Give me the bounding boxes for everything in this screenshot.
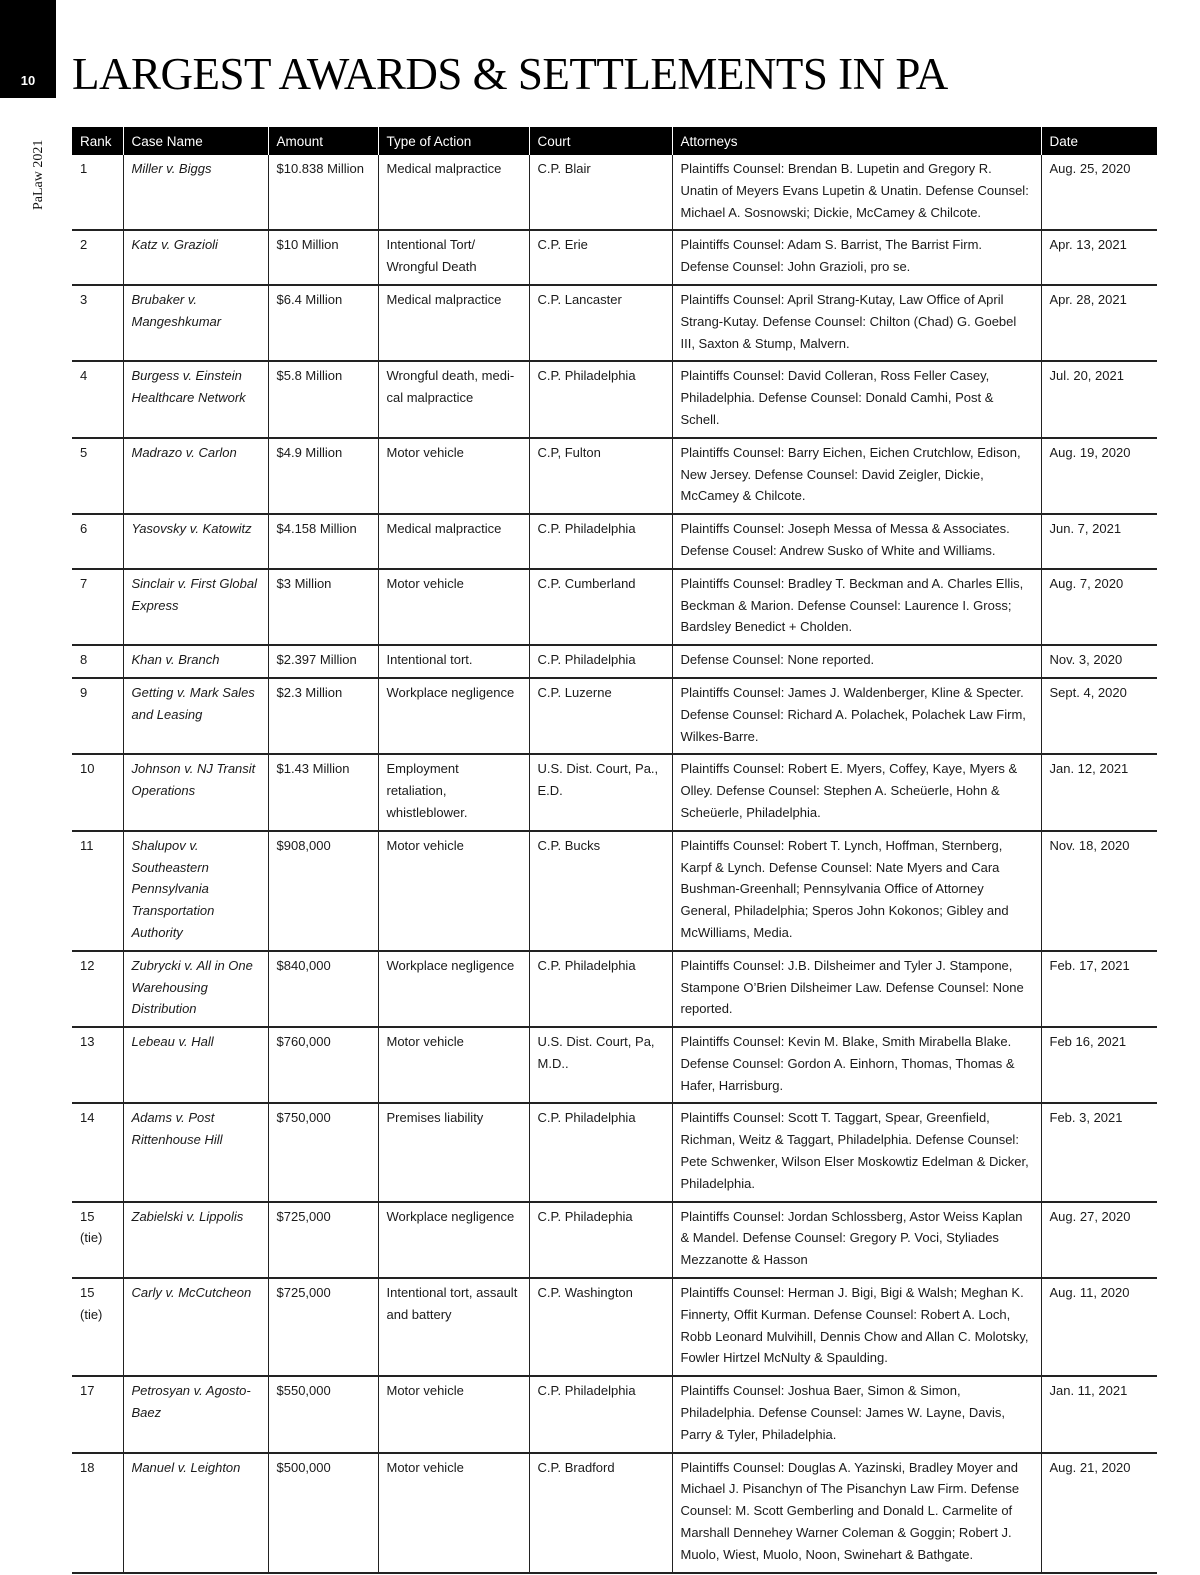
cell-case-name: Katz v. Grazioli <box>123 230 268 285</box>
cell-type-of-action: Motor vehicle <box>378 438 529 514</box>
cell-rank: 7 <box>72 569 123 645</box>
table-row <box>72 230 1157 285</box>
table-row <box>72 1453 1157 1573</box>
cell-amount: $4.9 Million <box>268 438 378 514</box>
header-rank: Rank <box>72 127 123 155</box>
header-type-of-action: Type of Action <box>378 127 529 155</box>
cell-date: Nov. 3, 2020 <box>1041 645 1157 678</box>
publication-label: PaLaw 2021 <box>31 139 46 210</box>
cell-attorneys: Plaintiffs Counsel: Kevin M. Blake, Smith Mirabella Blake. Defense Counsel: Gordon A. Einhorn, Thomas, Thomas & Hafer, Harrisburg. <box>672 1027 1041 1103</box>
cell-court: C.P. Philadelphia <box>529 514 672 569</box>
cell-case-name: Adams v. Post Rittenhouse Hill <box>123 1103 268 1201</box>
cell-type-of-action: Medical malpractice <box>378 514 529 569</box>
table-header <box>72 127 1157 155</box>
table-row <box>72 514 1157 569</box>
cell-type-of-action: Workplace negligence <box>378 951 529 1027</box>
table-body <box>72 155 1157 1573</box>
cell-amount: $550,000 <box>268 1376 378 1452</box>
cell-type-of-action: Motor vehicle <box>378 1027 529 1103</box>
table-row <box>72 645 1157 678</box>
cell-case-name: Burgess v. Einstein Healthcare Network <box>123 361 268 437</box>
cell-type-of-action: Motor vehicle <box>378 831 529 951</box>
cell-type-of-action: Motor vehicle <box>378 569 529 645</box>
cell-date: Feb. 17, 2021 <box>1041 951 1157 1027</box>
cell-amount: $840,000 <box>268 951 378 1027</box>
cell-rank: 12 <box>72 951 123 1027</box>
cell-rank: 15 (tie) <box>72 1202 123 1278</box>
cell-rank: 15 (tie) <box>72 1278 123 1376</box>
cell-case-name: Carly v. McCutcheon <box>123 1278 268 1376</box>
cell-type-of-action: Intentional Tort/ Wrongful Death <box>378 230 529 285</box>
cell-date: Nov. 18, 2020 <box>1041 831 1157 951</box>
cell-date: Aug. 19, 2020 <box>1041 438 1157 514</box>
cell-court: C.P. Bradford <box>529 1453 672 1573</box>
table-row <box>72 1376 1157 1452</box>
cell-court: C.P, Fulton <box>529 438 672 514</box>
cell-case-name: Madrazo v. Carlon <box>123 438 268 514</box>
cell-date: Aug. 25, 2020 <box>1041 155 1157 230</box>
table-row <box>72 831 1157 951</box>
cell-court: C.P. Philadelphia <box>529 951 672 1027</box>
cell-attorneys: Plaintiffs Counsel: Bradley T. Beckman and A. Charles Ellis, Beckman & Marion. Defense Counsel: Laurence I. Gross; Bardsley Benedict + Cholden. <box>672 569 1041 645</box>
cell-type-of-action: Motor vehicle <box>378 1376 529 1452</box>
table-row <box>72 1278 1157 1376</box>
cell-type-of-action: Intentional tort. <box>378 645 529 678</box>
cell-court: C.P. Philadephia <box>529 1202 672 1278</box>
cell-rank: 14 <box>72 1103 123 1201</box>
cell-date: Jul. 20, 2021 <box>1041 361 1157 437</box>
page-number: 10 <box>20 73 36 88</box>
cell-rank: 1 <box>72 155 123 230</box>
cell-date: Jan. 11, 2021 <box>1041 1376 1157 1452</box>
cell-case-name: Zubrycki v. All in One Warehousing Distribution <box>123 951 268 1027</box>
cell-amount: $908,000 <box>268 831 378 951</box>
table-row <box>72 1027 1157 1103</box>
cell-case-name: Zabielski v. Lippolis <box>123 1202 268 1278</box>
cell-date: Sept. 4, 2020 <box>1041 678 1157 754</box>
header-amount: Amount <box>268 127 378 155</box>
cell-case-name: Brubaker v. Mangeshkumar <box>123 285 268 361</box>
cell-court: C.P. Blair <box>529 155 672 230</box>
cell-attorneys: Plaintiffs Counsel: J.B. Dilsheimer and Tyler J. Stampone, Stampone O’Brien Dilsheimer Law. Defense Counsel: None reported. <box>672 951 1041 1027</box>
cell-court: C.P. Philadelphia <box>529 1376 672 1452</box>
cell-date: Aug. 7, 2020 <box>1041 569 1157 645</box>
cell-attorneys: Plaintiffs Counsel: James J. Waldenberger, Kline & Specter. Defense Counsel: Richard A. Polachek, Polachek Law Firm, Wilkes-Barre. <box>672 678 1041 754</box>
cell-amount: $2.3 Million <box>268 678 378 754</box>
cell-amount: $500,000 <box>268 1453 378 1573</box>
cell-attorneys: Plaintiffs Counsel: David Colleran, Ross Feller Casey, Philadelphia. Defense Counsel: Donald Camhi, Post & Schell. <box>672 361 1041 437</box>
cell-amount: $4.158 Million <box>268 514 378 569</box>
table-row <box>72 569 1157 645</box>
cell-case-name: Manuel v. Leighton <box>123 1453 268 1573</box>
header-case-name: Case Name <box>123 127 268 155</box>
cell-court: U.S. Dist. Court, Pa, M.D.. <box>529 1027 672 1103</box>
cell-court: C.P. Lancaster <box>529 285 672 361</box>
table-row <box>72 678 1157 754</box>
cell-rank: 4 <box>72 361 123 437</box>
cell-amount: $750,000 <box>268 1103 378 1201</box>
table-row <box>72 285 1157 361</box>
cell-amount: $5.8 Million <box>268 361 378 437</box>
cell-amount: $1.43 Million <box>268 754 378 830</box>
page-title: LARGEST AWARDS & SETTLEMENTS IN PA <box>72 49 948 99</box>
cell-attorneys: Plaintiffs Counsel: Adam S. Barrist, The Barrist Firm. Defense Counsel: John Grazioli, pro se. <box>672 230 1041 285</box>
cell-court: C.P. Cumberland <box>529 569 672 645</box>
cell-attorneys: Defense Counsel: None reported. <box>672 645 1041 678</box>
cell-amount: $2.397 Million <box>268 645 378 678</box>
cell-date: Aug. 27, 2020 <box>1041 1202 1157 1278</box>
cell-case-name: Yasovsky v. Katowitz <box>123 514 268 569</box>
cell-rank: 13 <box>72 1027 123 1103</box>
table-row <box>72 951 1157 1027</box>
cell-court: C.P. Bucks <box>529 831 672 951</box>
cell-court: C.P. Luzerne <box>529 678 672 754</box>
cell-date: Feb 16, 2021 <box>1041 1027 1157 1103</box>
cell-court: C.P. Philadelphia <box>529 645 672 678</box>
cell-rank: 2 <box>72 230 123 285</box>
cell-date: Aug. 21, 2020 <box>1041 1453 1157 1573</box>
cell-type-of-action: Medical malpractice <box>378 155 529 230</box>
cell-date: Jun. 7, 2021 <box>1041 514 1157 569</box>
cell-case-name: Miller v. Biggs <box>123 155 268 230</box>
cell-attorneys: Plaintiffs Counsel: Brendan B. Lupetin and Gregory R. Unatin of Meyers Evans Lupetin & Unatin. Defense Counsel: Michael A. Sosnowski; Dickie, McCamey & Chilcote. <box>672 155 1041 230</box>
cell-attorneys: Plaintiffs Counsel: Jordan Schlossberg, Astor Weiss Kaplan & Mandel. Defense Counsel: Gregory P. Voci, Styliades Mezzanotte & Hasson <box>672 1202 1041 1278</box>
cell-date: Feb. 3, 2021 <box>1041 1103 1157 1201</box>
cell-rank: 18 <box>72 1453 123 1573</box>
cell-date: Aug. 11, 2020 <box>1041 1278 1157 1376</box>
cell-date: Jan. 12, 2021 <box>1041 754 1157 830</box>
header-court: Court <box>529 127 672 155</box>
cell-court: C.P. Philadelphia <box>529 1103 672 1201</box>
cell-attorneys: Plaintiffs Counsel: Barry Eichen, Eichen Crutchlow, Edison, New Jersey. Defense Counsel: David Zeigler, Dickie, McCamey & Chilcote. <box>672 438 1041 514</box>
cell-attorneys: Plaintiffs Counsel: Scott T. Taggart, Spear, Greenfield, Richman, Weitz & Taggart, Philadelphia. Defense Counsel: Pete Schwenker, Wilson Elser Moskowtiz Edelman & Dicker, Philadelphia. <box>672 1103 1041 1201</box>
cell-type-of-action: Motor vehicle <box>378 1453 529 1573</box>
cell-type-of-action: Wrongful death, medi-cal malpractice <box>378 361 529 437</box>
cell-type-of-action: Premises liability <box>378 1103 529 1201</box>
page-number-tab <box>0 0 56 98</box>
cell-case-name: Petrosyan v. Agosto-Baez <box>123 1376 268 1452</box>
cell-amount: $725,000 <box>268 1278 378 1376</box>
cell-rank: 5 <box>72 438 123 514</box>
cell-case-name: Lebeau v. Hall <box>123 1027 268 1103</box>
cell-rank: 8 <box>72 645 123 678</box>
cell-case-name: Khan v. Branch <box>123 645 268 678</box>
cell-attorneys: Plaintiffs Counsel: Robert T. Lynch, Hoffman, Sternberg, Karpf & Lynch. Defense Counsel: Nate Myers and Cara Bushman-Greenhall; Pennsylvania Office of Attorney General, Philadelphia; Speros John Kokonos; Gibley and McWilliams, Media. <box>672 831 1041 951</box>
cell-case-name: Shalupov v. Southeastern Pennsylvania Transportation Authority <box>123 831 268 951</box>
header-date: Date <box>1041 127 1157 155</box>
cell-type-of-action: Employment retaliation, whistleblower. <box>378 754 529 830</box>
cell-case-name: Getting v. Mark Sales and Leasing <box>123 678 268 754</box>
cell-amount: $760,000 <box>268 1027 378 1103</box>
cell-type-of-action: Workplace negligence <box>378 678 529 754</box>
cell-case-name: Johnson v. NJ Transit Operations <box>123 754 268 830</box>
cell-attorneys: Plaintiffs Counsel: Joseph Messa of Messa & Associates. Defense Cousel: Andrew Susko of White and Williams. <box>672 514 1041 569</box>
header-row <box>72 127 1157 155</box>
cell-date: Apr. 28, 2021 <box>1041 285 1157 361</box>
cell-court: U.S. Dist. Court, Pa., E.D. <box>529 754 672 830</box>
cell-amount: $725,000 <box>268 1202 378 1278</box>
cell-amount: $3 Million <box>268 569 378 645</box>
awards-table <box>72 127 1157 1574</box>
cell-amount: $6.4 Million <box>268 285 378 361</box>
cell-date: Apr. 13, 2021 <box>1041 230 1157 285</box>
cell-amount: $10.838 Million <box>268 155 378 230</box>
table-row <box>72 1103 1157 1201</box>
cell-attorneys: Plaintiffs Counsel: Douglas A. Yazinski, Bradley Moyer and Michael J. Pisanchyn of The Pisanchyn Law Firm. Defense Counsel: M. Scott Gemberling and Donald L. Carmelite of Marshall Dennehey Warner Coleman & Goggin; Robert J. Muolo, Wiest, Muolo, Noon, Swinehart & Bathgate. <box>672 1453 1041 1573</box>
cell-rank: 9 <box>72 678 123 754</box>
cell-attorneys: Plaintiffs Counsel: Herman J. Bigi, Bigi & Walsh; Meghan K. Finnerty, Offit Kurman. Defense Counsel: Robert A. Loch, Robb Leonard Mulvihill, Dennis Chow and Allan C. Molotsky, Fowler Hirtzel McNulty & Spaulding. <box>672 1278 1041 1376</box>
cell-rank: 10 <box>72 754 123 830</box>
cell-type-of-action: Medical malpractice <box>378 285 529 361</box>
cell-attorneys: Plaintiffs Counsel: Robert E. Myers, Coffey, Kaye, Myers & Olley. Defense Counsel: Stephen A. Scheüerle, Hohn & Scheüerle, Philadelphia. <box>672 754 1041 830</box>
cell-type-of-action: Intentional tort, assault and battery <box>378 1278 529 1376</box>
cell-court: C.P. Philadelphia <box>529 361 672 437</box>
cell-court: C.P. Washington <box>529 1278 672 1376</box>
table-row <box>72 155 1157 230</box>
table-row <box>72 754 1157 830</box>
cell-type-of-action: Workplace negligence <box>378 1202 529 1278</box>
cell-case-name: Sinclair v. First Global Express <box>123 569 268 645</box>
cell-rank: 3 <box>72 285 123 361</box>
table-row <box>72 361 1157 437</box>
header-attorneys: Attorneys <box>672 127 1041 155</box>
cell-amount: $10 Million <box>268 230 378 285</box>
cell-court: C.P. Erie <box>529 230 672 285</box>
cell-rank: 6 <box>72 514 123 569</box>
table-row <box>72 438 1157 514</box>
cell-rank: 11 <box>72 831 123 951</box>
cell-attorneys: Plaintiffs Counsel: April Strang-Kutay, Law Office of April Strang-Kutay. Defense Counsel: Chilton (Chad) G. Goebel III, Saxton & Stump, Malvern. <box>672 285 1041 361</box>
cell-rank: 17 <box>72 1376 123 1452</box>
cell-attorneys: Plaintiffs Counsel: Joshua Baer, Simon & Simon, Philadelphia. Defense Counsel: James W. Layne, Davis, Parry & Tyler, Philadelphia. <box>672 1376 1041 1452</box>
table-row <box>72 1202 1157 1278</box>
